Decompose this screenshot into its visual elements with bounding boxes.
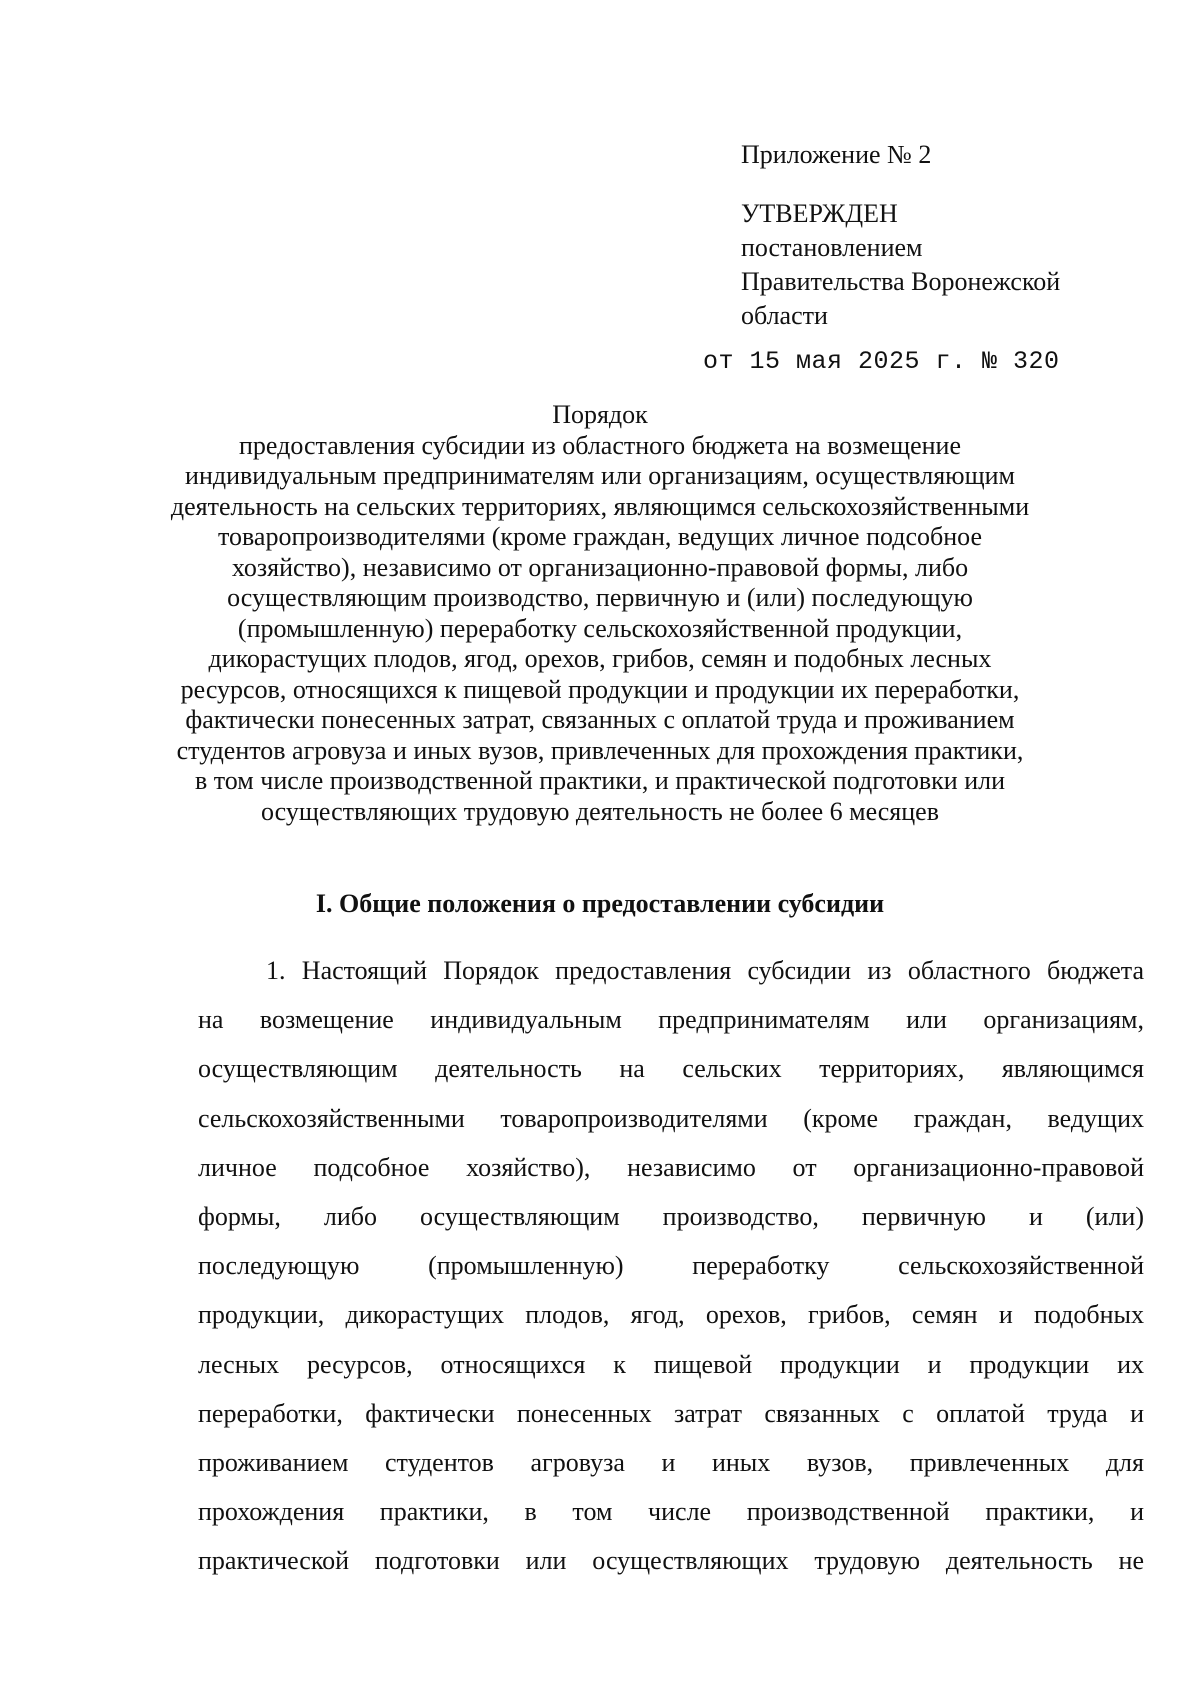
paragraph-line: последующую (промышленную) переработку сельскохозяйственной: [198, 1251, 1144, 1281]
paragraph-line: практической подготовки или осуществляющих трудовую деятельность не: [198, 1546, 1144, 1576]
section-heading: I. Общие положения о предоставлении субсидии: [315, 889, 885, 918]
resolution-date: от 15 мая 2025 г. № 320: [703, 347, 1060, 376]
paragraph-line: на возмещение индивидуальным предпринимателям или организациям,: [198, 1005, 1144, 1035]
body-paragraph: [198, 946, 1144, 1586]
paragraph-line: продукции, дикорастущих плодов, ягод, орехов, грибов, семян и подобных: [198, 1300, 1144, 1330]
title-line: в том числе производственной практики, и практической подготовки или: [194, 766, 1006, 795]
paragraph-line: 1. Настоящий Порядок предоставления субсидии из областного бюджета: [266, 956, 1144, 985]
title-line: фактически понесенных затрат, связанных с оплатой труда и проживанием: [185, 705, 1015, 734]
title-line: (промышленную) переработку сельскохозяйственной продукции,: [237, 613, 963, 643]
document-title: [150, 400, 1050, 827]
title-line: студентов агровуза и иных вузов, привлеченных для прохождения практики,: [176, 735, 1024, 765]
title-line: товаропроизводителями (кроме граждан, ведущих личное подсобное: [217, 522, 983, 551]
approval-line-1: постановлением: [741, 233, 923, 262]
paragraph-line: формы, либо осуществляющим производство, первичную и (или): [198, 1202, 1144, 1232]
title-heading: Порядок: [552, 400, 648, 429]
title-line: деятельность на сельских территориях, являющимся сельскохозяйственными: [170, 491, 1030, 521]
title-line: осуществляющих трудовую деятельность не более 6 месяцев: [261, 796, 939, 826]
title-line: дикорастущих плодов, ягод, орехов, грибов, семян и подобных лесных: [208, 644, 992, 673]
approval-line-3: области: [741, 301, 828, 330]
paragraph-line: личное подсобное хозяйство), независимо от организационно-правовой: [198, 1152, 1144, 1182]
approval-line-2: Правительства Воронежской: [741, 267, 1061, 296]
title-line: хозяйство), независимо от организационно-правовой формы, либо: [231, 552, 969, 582]
paragraph-line: лесных ресурсов, относящихся к пищевой продукции и продукции их: [198, 1349, 1144, 1379]
paragraph-line: переработки, фактически понесенных затрат связанных с оплатой труда и: [198, 1398, 1144, 1428]
paragraph-line: прохождения практики, в том числе производственной практики, и: [198, 1497, 1144, 1527]
paragraph-line: сельскохозяйственными товаропроизводителями (кроме граждан, ведущих: [198, 1103, 1144, 1133]
title-line: осуществляющим производство, первичную и (или) последующую: [227, 583, 973, 612]
title-line: предоставления субсидии из областного бюджета на возмещение: [238, 430, 961, 460]
approved-label: УТВЕРЖДЕН: [741, 199, 898, 228]
appendix-number: Приложение № 2: [741, 140, 932, 169]
paragraph-line: осуществляющим деятельность на сельских территориях, являющимся: [198, 1054, 1144, 1084]
title-line: индивидуальным предпринимателям или организациям, осуществляющим: [185, 461, 1015, 490]
paragraph-line: проживанием студентов агровуза и иных вузов, привлеченных для: [198, 1448, 1144, 1478]
title-line: ресурсов, относящихся к пищевой продукции и продукции их переработки,: [180, 674, 1020, 704]
approval-stamp-block: [703, 138, 1161, 379]
